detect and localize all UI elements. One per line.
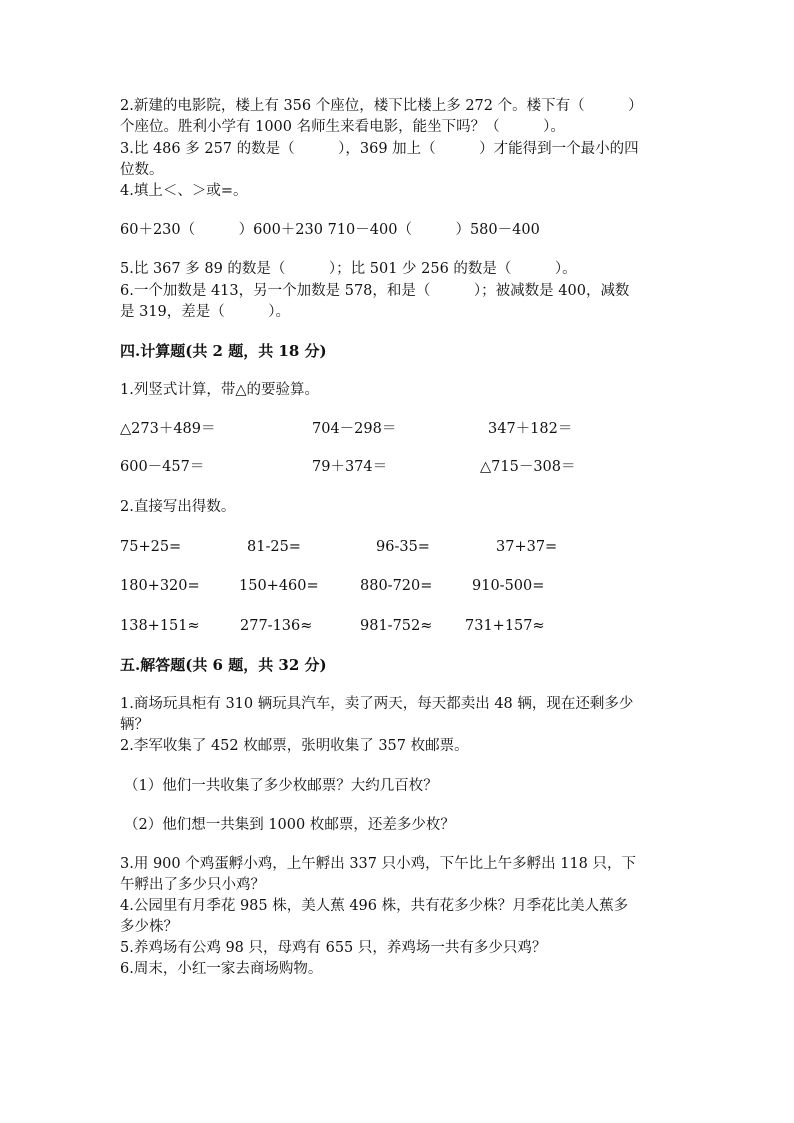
question-3-line-2: 位数。 [120,162,164,178]
direct-calc-item: 81-25= [247,539,301,555]
question-3-line-1: 3.比 486 多 257 的数是（ ），369 加上（ ）才能得到一个最小的四 [120,141,639,157]
section-4-question-2: 2.直接写出得数。 [120,499,236,515]
vertical-calc-item: 79＋374＝ [312,459,388,475]
vertical-calc-item: 704－298＝ [312,421,397,437]
section-4-heading: 四.计算题(共 2 题，共 18 分) [120,342,327,360]
direct-calc-item: 277-136≈ [240,618,313,634]
word-problem-2-sub-2: （2）他们想一共集到 1000 枚邮票，还差多少枚？ [124,817,455,833]
direct-calc-item: 981-752≈ [360,618,433,634]
section-4-question-1: 1.列竖式计算，带△的要验算。 [120,382,319,398]
word-problem-1-line-1: 1.商场玩具柜有 310 辆玩具汽车，卖了两天，每天都卖出 48 辆，现在还剩多少 [120,696,634,712]
direct-calc-item: 150+460= [239,578,319,594]
question-6-line-2: 是 319，差是（ ）。 [120,304,291,320]
direct-calc-item: 880-720= [360,578,433,594]
question-2-line-2: 个座位。胜利小学有 1000 名师生来看电影，能坐下吗？（ ）。 [120,119,565,135]
word-problem-3-line-1: 3.用 900 个鸡蛋孵小鸡，上午孵出 337 只小鸡，下午比上午多孵出 118 只，下 [120,856,637,872]
direct-calc-item: 96-35= [376,539,430,555]
vertical-calc-item: △715－308＝ [480,459,576,475]
direct-calc-item: 37+37= [496,539,558,555]
direct-calc-item: 731+157≈ [465,618,545,634]
direct-calc-item: 910-500= [472,578,545,594]
word-problem-2: 2.李军收集了 452 枚邮票，张明收集了 357 枚邮票。 [120,738,469,754]
compare-row: 60＋230（ ）600＋230 710－400（ ）580－400 [120,222,540,238]
direct-calc-item: 180+320= [120,578,200,594]
vertical-calc-item: △273＋489＝ [120,421,216,437]
section-5-heading: 五.解答题(共 6 题，共 32 分) [120,656,327,674]
word-problem-5: 5.养鸡场有公鸡 98 只，母鸡有 655 只，养鸡场一共有多少只鸡？ [120,940,547,956]
question-5: 5.比 367 多 89 的数是（ ）；比 501 少 256 的数是（ ）。 [120,261,577,277]
word-problem-4-line-2: 多少株？ [120,919,178,935]
word-problem-4-line-1: 4.公园里有月季花 985 株，美人蕉 496 株，共有花多少株？月季花比美人蕉多 [120,898,629,914]
direct-calc-item: 75+25= [120,539,182,555]
word-problem-6: 6.周末，小红一家去商场购物。 [120,961,323,977]
word-problem-1-line-2: 辆？ [120,717,149,733]
vertical-calc-item: 347＋182＝ [488,421,573,437]
vertical-calc-item: 600－457＝ [120,459,205,475]
word-problem-2-sub-1: （1）他们一共收集了多少枚邮票？大约几百枚？ [124,778,438,794]
word-problem-3-line-2: 午孵出了多少只小鸡？ [120,877,265,893]
direct-calc-item: 138+151≈ [120,618,200,634]
question-6-line-1: 6.一个加数是 413，另一个加数是 578，和是（ ）；被减数是 400，减数 [120,283,630,299]
question-4: 4.填上＜、＞或=。 [120,183,248,199]
question-2-line-1: 2.新建的电影院，楼上有 356 个座位，楼下比楼上多 272 个。楼下有（ ） [120,98,643,114]
